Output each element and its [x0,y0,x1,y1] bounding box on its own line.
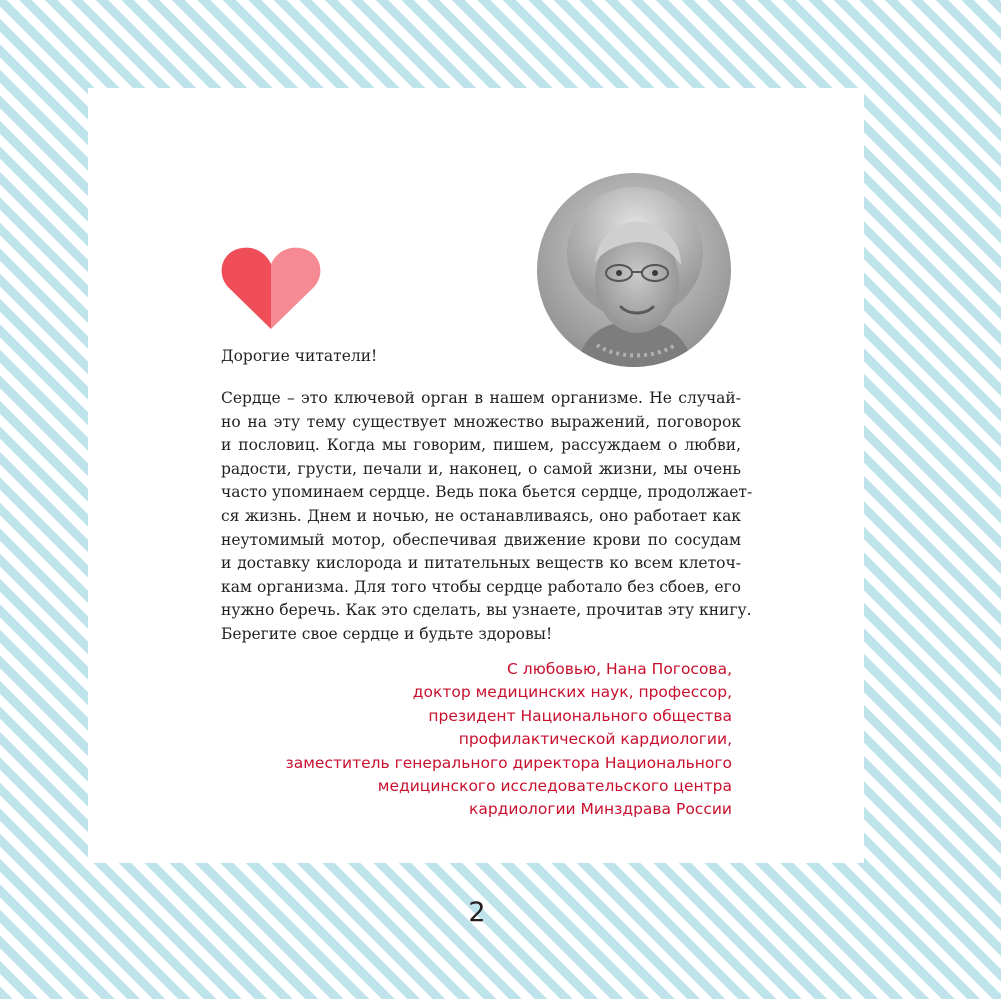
signature-line: президент Национального общества [428,706,732,725]
heart-left-half [222,248,271,329]
body-line: радости, грусти, печали и, наконец, о самой жизни, мы очень [221,459,741,478]
body-line: Берегите свое сердце и будьте здоровы! [221,624,553,643]
body-line: часто упоминаем сердце. Ведь пока бьется сердце, продолжает- [221,483,753,502]
body-line: нужно беречь. Как это сделать, вы узнаете, прочитав эту книгу. [221,601,752,620]
signature-line: доктор медицинских наук, профессор, [412,683,732,702]
author-signature [240,658,732,822]
body-line: ся жизнь. Днем и ночью, не останавливаясь, оно работает как [221,506,741,525]
body-line: Сердце – это ключевой орган в нашем организме. Не случай- [221,389,741,407]
body-line: неутомимый мотор, обеспечивая движение крови по сосудам [221,530,741,549]
heart-icon [220,247,322,329]
signature-line: медицинского исследовательского центра [377,777,732,796]
page-number: 2 [468,897,486,928]
signature-line: кардиологии Минздрава России [468,800,732,819]
body-line: и доставку кислорода и питательных веществ ко всем клеточ- [221,554,741,573]
signature-line: профилактической кардиологии, [458,730,732,749]
author-portrait [537,173,731,367]
signature-line: С любовью, Нана Погосова, [507,660,732,678]
letter-body [221,387,753,647]
body-line: кам организма. Для того чтобы сердце работало без сбоев, его [221,577,741,596]
signature-line: заместитель генерального директора Национального [285,753,732,772]
heart-right-half [271,248,320,329]
body-line: но на эту тему существует множество выражений, поговорок [221,412,741,431]
letter-greeting: Дорогие читатели! [221,347,378,365]
body-line: и пословиц. Когда мы говорим, пишем, рассуждаем о любви, [221,436,741,455]
